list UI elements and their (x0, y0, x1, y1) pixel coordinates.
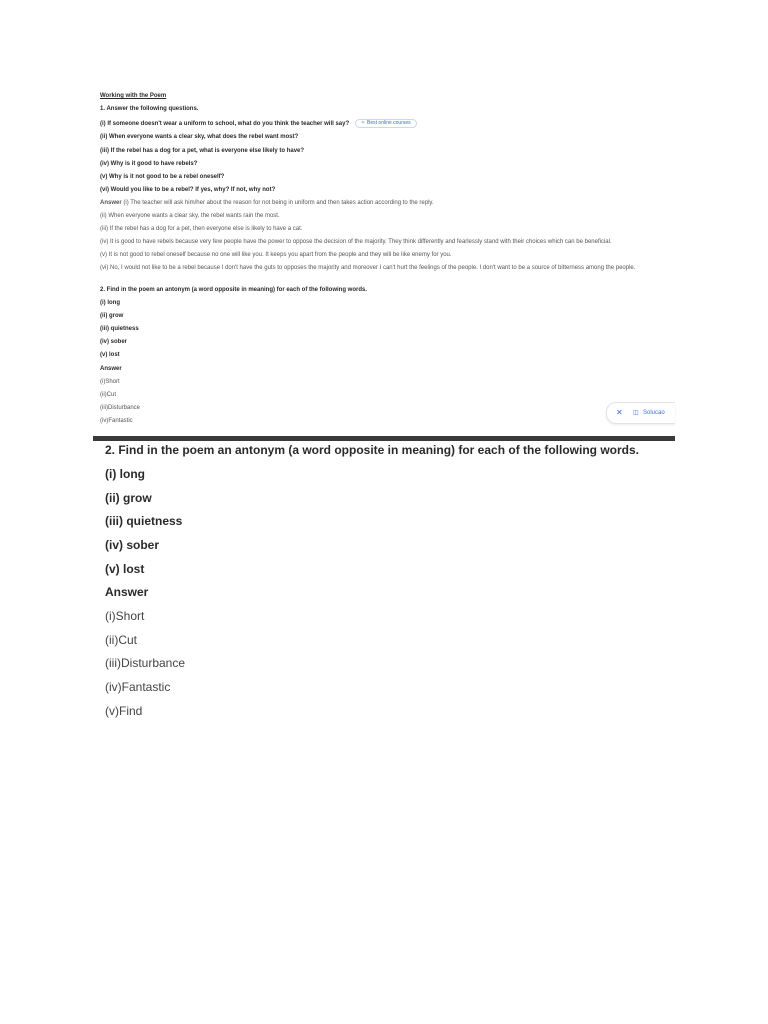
section-heading: Working with the Poem (100, 93, 167, 99)
answer-1 (100, 200, 434, 207)
antonym-question-title: 2. Find in the poem an antonym (a word opposite in meaning) for each of the following words. (100, 287, 368, 293)
answer-1-text: (i) The teacher will ask him/her about the reason for not being in uniform and then takes action according to the reply. (123, 200, 434, 206)
screenshot-zoomed (93, 441, 675, 731)
antonym-word-3: (iii) quietness (100, 326, 139, 332)
solution-button-label[interactable]: Solucao (643, 410, 665, 416)
solution-widget[interactable] (606, 402, 675, 424)
antonym-answer-3: (iii)Disturbance (100, 405, 141, 411)
antonym-answer-3-large: (iii)Disturbance (105, 656, 186, 670)
antonym-word-2: (ii) grow (100, 313, 124, 319)
antonym-answer-label-large: Answer (105, 585, 149, 599)
antonym-word-4-large: (iv) sober (105, 538, 160, 552)
antonym-word-5-large: (v) lost (105, 562, 145, 576)
close-icon[interactable]: ✕ (616, 408, 623, 417)
question-3: (iii) If the rebel has a dog for a pet, what is everyone else likely to have? (100, 148, 305, 154)
antonym-answer-4: (iv)Fantastic (100, 418, 133, 424)
question-4: (iv) Why is it good to have rebels? (100, 161, 198, 167)
question-5: (v) Why is it not good to be a rebel oneself? (100, 174, 225, 180)
answer-6: (vi) No, I would not like to be a rebel because I don't have the guts to opposes the majority and moreover I can't hurt the feelings of the people. I don't want to be a source of bitterness among the people. (100, 265, 636, 271)
answer-label: Answer (100, 200, 122, 206)
antonym-answer-5-large: (v)Find (105, 704, 143, 718)
question-1 (100, 119, 417, 128)
online-courses-chip[interactable] (355, 119, 417, 128)
antonym-answer-4-large: (iv)Fantastic (105, 680, 171, 694)
answer-2: (ii) When everyone wants a clear sky, the rebel wants rain the most. (100, 213, 280, 219)
question-set-title: 1. Answer the following questions. (100, 106, 199, 112)
antonym-word-3-large: (iii) quietness (105, 514, 183, 528)
lens-icon: ◫ (633, 410, 639, 416)
antonym-answer-1: (i)Short (100, 379, 120, 385)
antonym-answer-label: Answer (100, 366, 122, 372)
antonym-word-1-large: (i) long (105, 467, 145, 481)
antonym-answer-1-large: (i)Short (105, 609, 145, 623)
antonym-word-4: (iv) sober (100, 339, 128, 345)
chip-label: Best online courses (367, 120, 411, 126)
antonym-word-5: (v) lost (100, 352, 120, 358)
answer-3: (iii) If the rebel has a dog for a pet, then everyone else is likely to have a cat. (100, 226, 303, 232)
sparkle-icon: ✧ (360, 120, 366, 126)
answer-4: (iv) It is good to have rebels because very few people have the power to oppose the decision of the majority. They think differently and fearlessly stand with their choices which can be beneficial. (100, 239, 612, 245)
answer-5: (v) It is not good to rebel oneself because no one will like you. It keeps you apart from the people and they will be like enemy for you. (100, 252, 452, 258)
antonym-question-title-large: 2. Find in the poem an antonym (a word opposite in meaning) for each of the following words. (105, 443, 640, 457)
antonym-word-1: (i) long (100, 300, 120, 306)
screenshot-top (93, 86, 675, 434)
antonym-answer-2-large: (ii)Cut (105, 633, 137, 647)
question-6: (vi) Would you like to be a rebel? If yes, why? If not, why not? (100, 187, 276, 193)
question-1-text: (i) If someone doesn't wear a uniform to school, what do you think the teacher will say? (100, 121, 350, 128)
antonym-answer-2: (ii)Cut (100, 392, 116, 398)
question-2: (ii) When everyone wants a clear sky, what does the rebel want most? (100, 134, 299, 140)
antonym-word-2-large: (ii) grow (105, 491, 152, 505)
